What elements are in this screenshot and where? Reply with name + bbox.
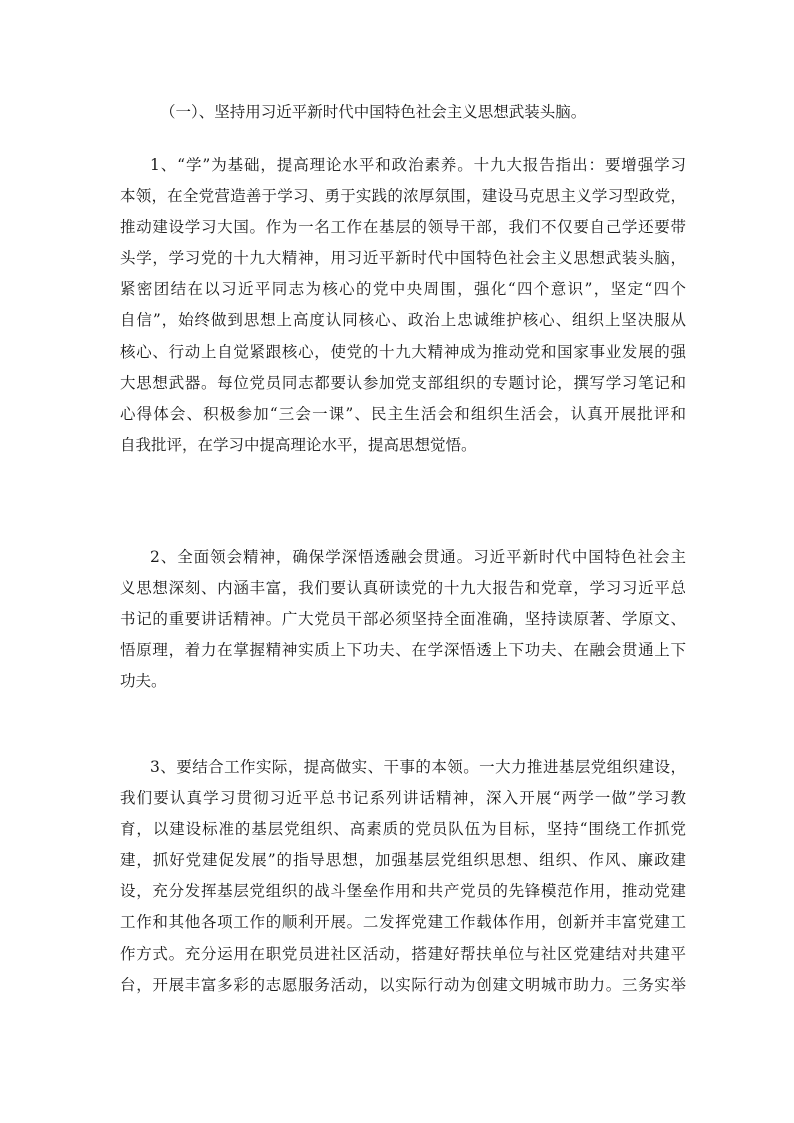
paragraph-line: 自信”，始终做到思想上高度认同核心、政治上忠诚维护核心、组织上坚决服从 — [120, 311, 686, 330]
paragraph-line: 建，抓好党建促发展”的指导思想，加强基层党组织思想、组织、作风、廉政建 — [120, 851, 686, 870]
paragraph-line: 1、“学”为基础，提高理论水平和政治素养。十九大报告指出：要增强学习 — [150, 156, 686, 174]
paragraph-line: 书记的重要讲话精神。广大党员干部必须坚持全面准确，坚持读原著、学原文、 — [120, 610, 686, 629]
paragraph-line: 工作和其他各项工作的顺利开展。二发挥党建工作载体作用，创新并丰富党建工 — [120, 913, 686, 932]
paragraph-line: 心得体会、积极参加“三会一课”、民主生活会和组织生活会，认真开展批评和 — [120, 404, 686, 423]
paragraph-line: 头学，学习党的十九大精神，用习近平新时代中国特色社会主义思想武装头脑， — [120, 249, 686, 268]
paragraph-line: 2、全面领会精神，确保学深悟透融会贯通。习近平新时代中国特色社会主 — [150, 548, 686, 566]
paragraph-line: 大思想武器。每位党员同志都要认参加党支部组织的专题讨论，撰写学习笔记和 — [120, 373, 686, 392]
paragraph-line: 3、要结合工作实际，提高做实、干事的本领。一大力推进基层党组织建设， — [150, 758, 686, 776]
paragraph-line: 核心、行动上自觉紧跟核心，使党的十九大精神成为推动党和国家事业发展的强 — [120, 342, 686, 361]
paragraph-1 — [120, 150, 686, 461]
paragraph-line: 义思想深刻、内涵丰富，我们要认真研读党的十九大报告和党章，学习习近平总 — [120, 579, 686, 598]
paragraph-line: 悟原理，着力在掌握精神实质上下功夫、在学深悟透上下功夫、在融会贯通上下 — [120, 641, 686, 660]
paragraph-3 — [120, 752, 686, 1001]
paragraph-line: 育，以建设标准的基层党组织、高素质的党员队伍为目标，坚持“围绕工作抓党 — [120, 820, 686, 839]
paragraph-line: 推动建设学习大国。作为一名工作在基层的领导干部，我们不仅要自己学还要带 — [120, 218, 686, 237]
paragraph-2 — [120, 542, 686, 697]
paragraph-line: 作方式。充分运用在职党员进社区活动，搭建好帮扶单位与社区党建结对共建平 — [120, 944, 686, 963]
section-heading: （一）、坚持用习近平新时代中国特色社会主义思想武装头脑。 — [160, 103, 587, 121]
paragraph-line: 台，开展丰富多彩的志愿服务活动，以实际行动为创建文明城市助力。三务实举 — [120, 975, 686, 994]
paragraph-line: 本领，在全党营造善于学习、勇于实践的浓厚氛围，建设马克思主义学习型政党， — [120, 187, 686, 206]
paragraph-line: 紧密团结在以习近平同志为核心的党中央周围，强化“四个意识”，坚定“四个 — [120, 280, 686, 299]
paragraph-line: 自我批评，在学习中提高理论水平，提高思想觉悟。 — [120, 435, 477, 454]
paragraph-line: 设，充分发挥基层党组织的战斗堡垒作用和共产党员的先锋模范作用，推动党建 — [120, 882, 686, 901]
paragraph-line: 我们要认真学习贯彻习近平总书记系列讲话精神，深入开展“两学一做”学习教 — [120, 789, 686, 808]
paragraph-line: 功夫。 — [120, 672, 167, 691]
